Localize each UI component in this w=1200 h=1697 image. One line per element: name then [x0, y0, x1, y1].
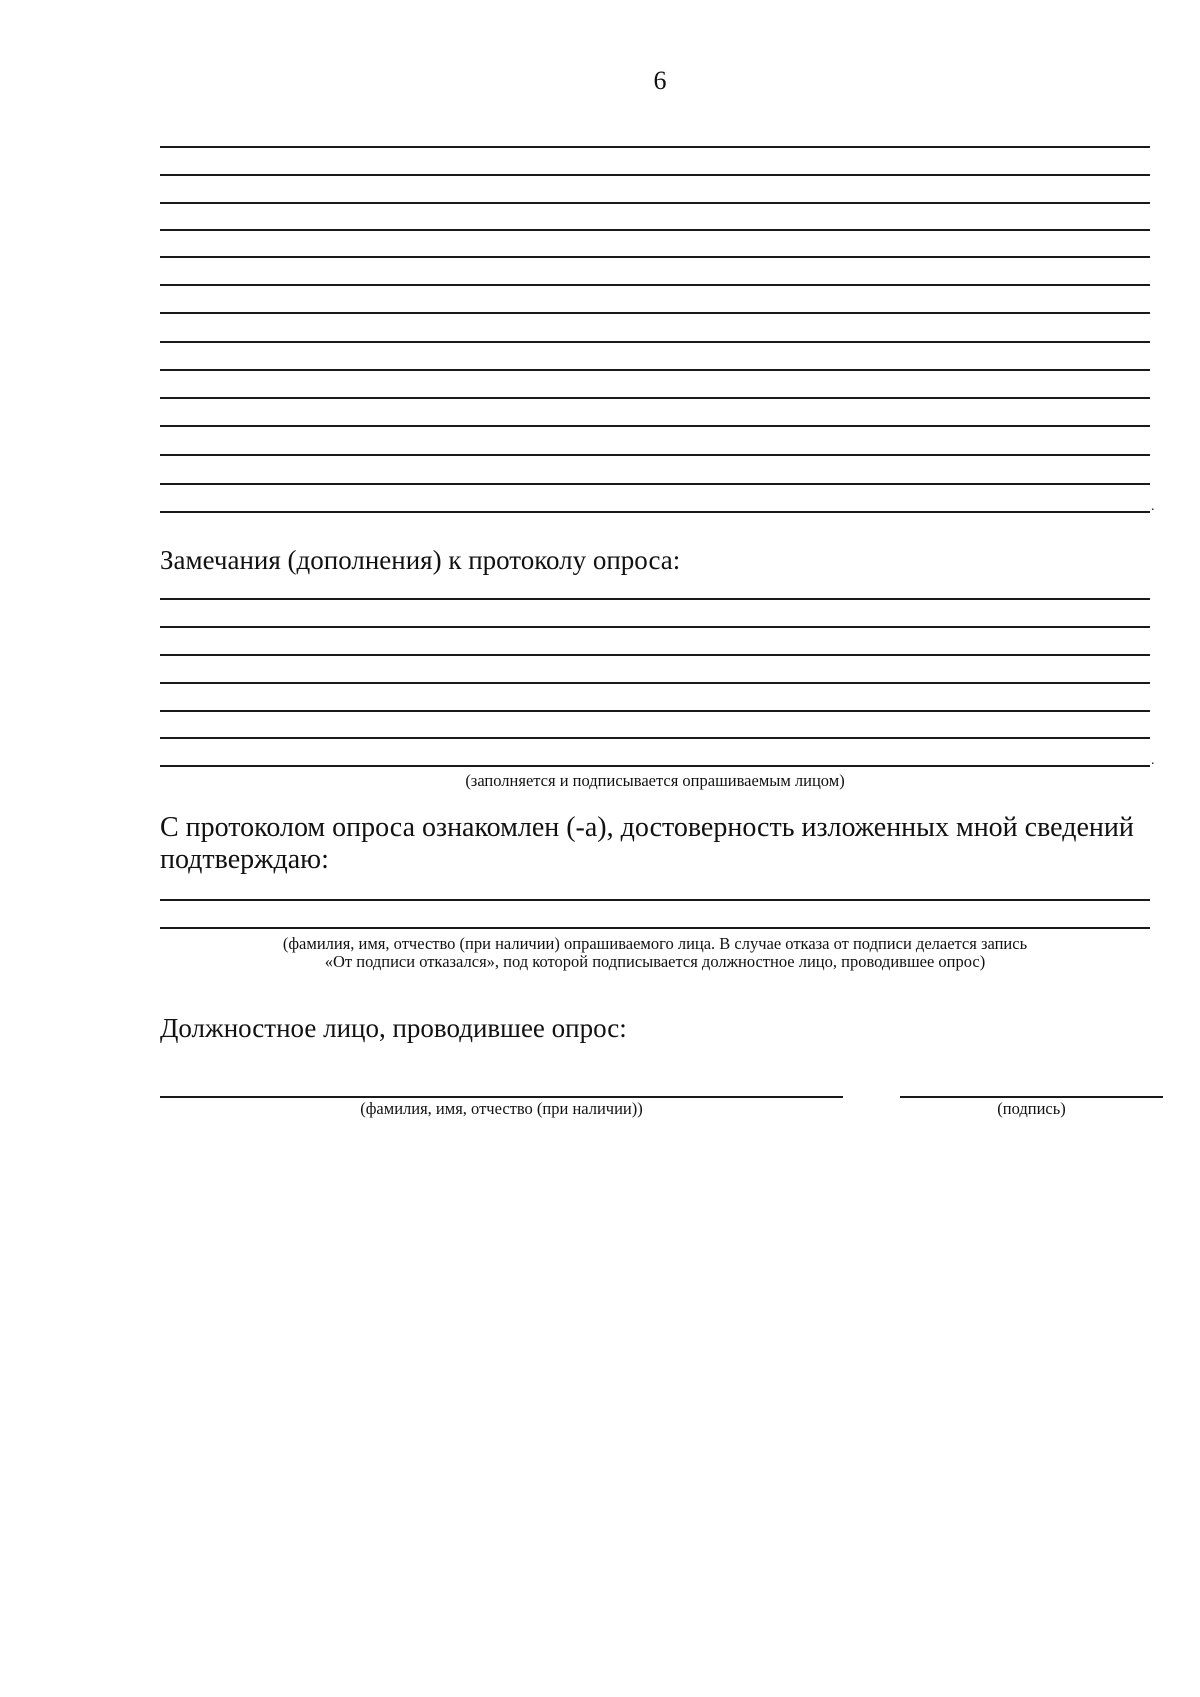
remarks-line[interactable]	[160, 682, 1150, 684]
acknowledgement-text	[160, 812, 1160, 876]
remarks-line[interactable]	[160, 598, 1150, 600]
official-signature-caption: (подпись)	[997, 1099, 1066, 1118]
acknowledgement-text-line2: подтверждаю:	[160, 844, 329, 875]
acknowledgement-caption	[160, 935, 1150, 971]
answer-line[interactable]	[160, 229, 1150, 231]
remarks-end-period: .	[1151, 753, 1155, 768]
remarks-line[interactable]	[160, 737, 1150, 739]
answer-line[interactable]	[160, 454, 1150, 456]
acknowledgement-line[interactable]	[160, 927, 1150, 929]
remarks-heading: Замечания (дополнения) к протоколу опроса:	[160, 545, 681, 575]
official-signature-line[interactable]	[900, 1096, 1163, 1098]
acknowledgement-line[interactable]	[160, 899, 1150, 901]
official-heading: Должностное лицо, проводившее опрос:	[160, 1013, 627, 1043]
answer-end-period: .	[1151, 499, 1155, 514]
remarks-line[interactable]	[160, 710, 1150, 712]
answer-line[interactable]	[160, 397, 1150, 399]
official-name-caption: (фамилия, имя, отчество (при наличии))	[360, 1099, 643, 1118]
remarks-line[interactable]	[160, 626, 1150, 628]
page-number: 6	[653, 66, 667, 95]
answer-line[interactable]	[160, 369, 1150, 371]
answer-line[interactable]	[160, 483, 1150, 485]
answer-line[interactable]	[160, 312, 1150, 314]
answer-line[interactable]	[160, 256, 1150, 258]
remarks-line[interactable]	[160, 765, 1150, 767]
remarks-caption: (заполняется и подписывается опрашиваемым лицом)	[465, 771, 845, 790]
answer-line[interactable]	[160, 341, 1150, 343]
official-name-line[interactable]	[160, 1096, 843, 1098]
acknowledgement-text-line1: С протоколом опроса ознакомлен (-а), достоверность изложенных мной сведений	[160, 812, 1134, 843]
answer-line[interactable]	[160, 425, 1150, 427]
answer-line[interactable]	[160, 174, 1150, 176]
answer-line[interactable]	[160, 284, 1150, 286]
answer-line[interactable]	[160, 511, 1150, 513]
acknowledgement-caption-line2: «От подписи отказался», под которой подписывается должностное лицо, проводившее опрос)	[324, 952, 986, 971]
answer-line[interactable]	[160, 146, 1150, 148]
remarks-line[interactable]	[160, 654, 1150, 656]
answer-line[interactable]	[160, 202, 1150, 204]
acknowledgement-caption-line1: (фамилия, имя, отчество (при наличии) опрашиваемого лица. В случае отказа от подписи делается запись	[282, 934, 1028, 953]
